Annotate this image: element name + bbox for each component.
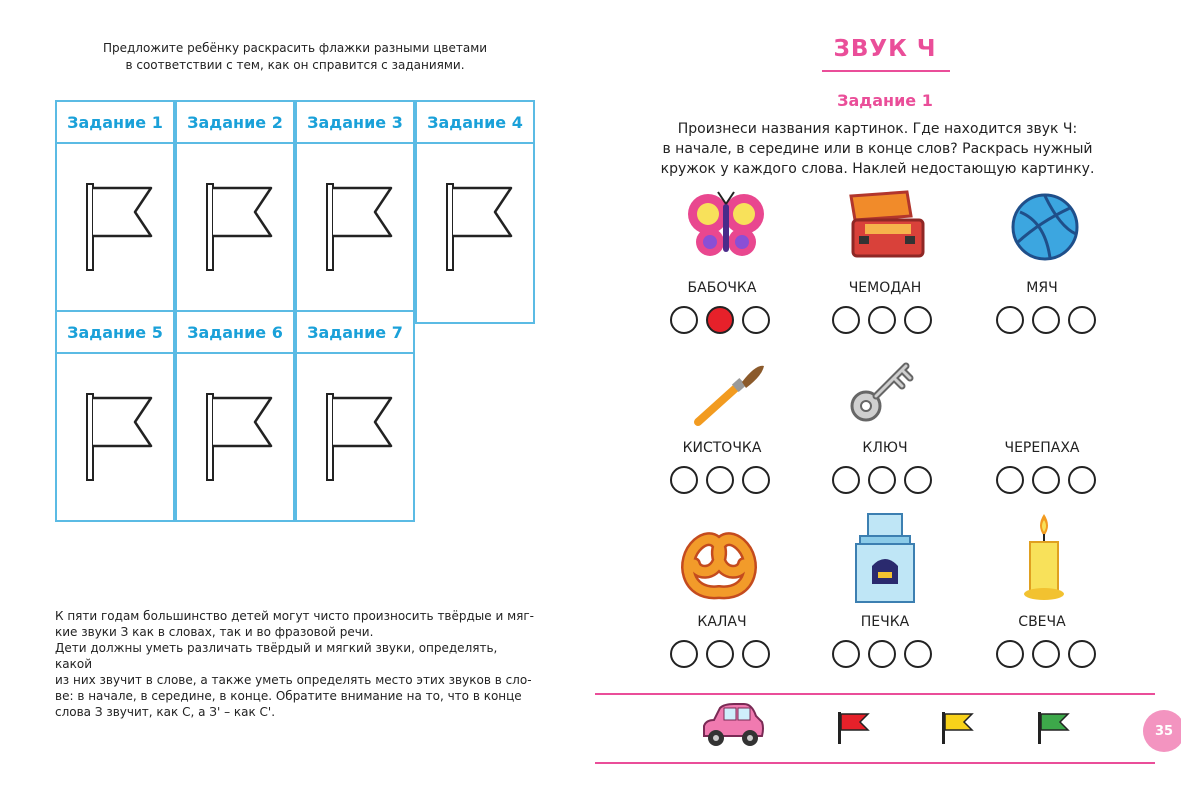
suitcase-icon	[845, 190, 929, 262]
position-circle-middle[interactable]	[868, 640, 896, 668]
note-line: из них звучит в слове, а также уметь определять место этих звуков в сло-	[55, 673, 532, 687]
key-icon	[848, 356, 918, 426]
task-heading: Задание 1	[837, 91, 933, 110]
intro-text	[60, 40, 530, 74]
task-cell-3	[295, 100, 415, 324]
word-label: СВЕЧА	[1018, 614, 1066, 630]
position-circle-start[interactable]	[832, 640, 860, 668]
task-cell-2	[175, 100, 295, 324]
word-label: ПЕЧКА	[860, 614, 910, 630]
task-label: Задание 1	[57, 102, 173, 144]
instr-line: Произнеси названия картинок. Где находится звук Ч:	[677, 121, 1078, 137]
flag-icon	[205, 392, 277, 484]
pretzel-icon	[676, 530, 762, 602]
circle-group	[832, 466, 932, 494]
flag-icon	[325, 392, 397, 484]
position-circle-end[interactable]	[742, 466, 770, 494]
circle-group	[670, 466, 770, 494]
word-label: БАБОЧКА	[687, 280, 757, 296]
instructions	[625, 119, 1130, 179]
flag-icon	[445, 182, 517, 274]
stove-icon	[852, 512, 918, 604]
task-label: Задание 5	[57, 312, 173, 354]
position-circle-end[interactable]	[1068, 466, 1096, 494]
word-label: КИСТОЧКА	[682, 440, 762, 456]
position-circle-start[interactable]	[670, 466, 698, 494]
circle-group	[670, 306, 770, 334]
page-number: 35	[1143, 710, 1181, 752]
word-label: МЯЧ	[1026, 280, 1058, 296]
instr-line: кружок у каждого слова. Наклей недостающую картинку.	[660, 161, 1095, 177]
word-label: ЧЕМОДАН	[848, 280, 922, 296]
position-circle-start[interactable]	[670, 640, 698, 668]
footer-divider	[595, 693, 1155, 695]
task-label: Задание 3	[297, 102, 413, 144]
ball-icon	[1010, 192, 1080, 262]
position-circle-end[interactable]	[1068, 306, 1096, 334]
circle-group	[996, 466, 1096, 494]
intro-line: Предложите ребёнку раскрасить флажки разными цветами	[102, 41, 488, 55]
position-circle-start[interactable]	[996, 466, 1024, 494]
position-circle-middle[interactable]	[1032, 466, 1060, 494]
position-circle-start[interactable]	[832, 306, 860, 334]
position-circle-start[interactable]	[996, 306, 1024, 334]
circle-group	[996, 306, 1096, 334]
footer-divider-bottom	[595, 762, 1155, 764]
task-cell-5	[55, 310, 175, 522]
red-flag-icon	[836, 710, 872, 746]
note-line: ве: в начале, в середине, в конце. Обратите внимание на то, что в конце	[55, 689, 522, 703]
note-line: Дети должны уметь различать твёрдый и мягкий звуки, определять, какой	[55, 641, 498, 671]
task-label: Задание 2	[177, 102, 293, 144]
position-circle-start[interactable]	[832, 466, 860, 494]
position-circle-middle[interactable]	[868, 306, 896, 334]
butterfly-icon	[686, 190, 766, 262]
intro-line: в соответствии с тем, как он справится с заданиями.	[125, 58, 465, 72]
note-line: слова З звучит, как С, а З' – как С'.	[55, 705, 276, 719]
task-label: Задание 4	[417, 102, 533, 144]
green-flag-icon	[1036, 710, 1072, 746]
word-label: ЧЕРЕПАХА	[1004, 440, 1080, 456]
circle-group	[832, 306, 932, 334]
car-icon	[700, 702, 766, 750]
circle-group	[996, 640, 1096, 668]
title-underline	[822, 70, 950, 72]
task-cell-4	[415, 100, 535, 324]
note-line: К пяти годам большинство детей могут чисто произносить твёрдые и мяг-	[55, 609, 534, 623]
position-circle-start[interactable]	[996, 640, 1024, 668]
position-circle-end[interactable]	[904, 466, 932, 494]
parent-note	[55, 608, 535, 720]
flag-icon	[85, 392, 157, 484]
flag-icon	[325, 182, 397, 274]
flag-icon	[205, 182, 277, 274]
position-circle-end[interactable]	[742, 640, 770, 668]
task-cell-6	[175, 310, 295, 522]
position-circle-middle[interactable]	[706, 640, 734, 668]
position-circle-start[interactable]	[670, 306, 698, 334]
yellow-flag-icon	[940, 710, 976, 746]
position-circle-middle[interactable]	[706, 306, 734, 334]
candle-icon	[1022, 512, 1066, 602]
circle-group	[670, 640, 770, 668]
position-circle-middle[interactable]	[1032, 306, 1060, 334]
word-label: КАЛАЧ	[697, 614, 747, 630]
position-circle-middle[interactable]	[1032, 640, 1060, 668]
circle-group	[832, 640, 932, 668]
position-circle-end[interactable]	[1068, 640, 1096, 668]
instr-line: в начале, в середине или в конце слов? Раскрась нужный	[662, 141, 1093, 157]
task-cell-7	[295, 310, 415, 522]
position-circle-middle[interactable]	[868, 466, 896, 494]
paintbrush-icon	[692, 362, 768, 428]
task-cell-1	[55, 100, 175, 324]
word-label: КЛЮЧ	[862, 440, 908, 456]
page-title: ЗВУК Ч	[833, 36, 937, 62]
position-circle-end[interactable]	[904, 306, 932, 334]
task-label: Задание 7	[297, 312, 413, 354]
position-circle-end[interactable]	[742, 306, 770, 334]
note-line: кие звуки З как в словах, так и во фразовой речи.	[55, 625, 374, 639]
position-circle-middle[interactable]	[706, 466, 734, 494]
flag-icon	[85, 182, 157, 274]
position-circle-end[interactable]	[904, 640, 932, 668]
task-label: Задание 6	[177, 312, 293, 354]
